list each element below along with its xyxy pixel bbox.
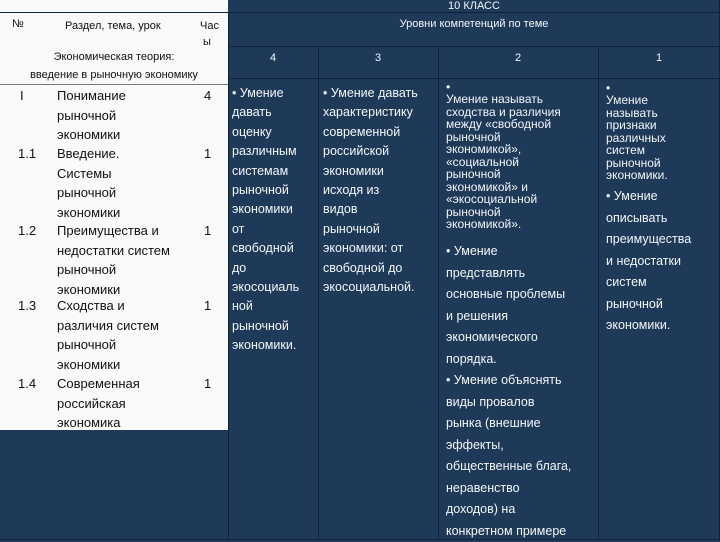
row-hours: 1	[204, 298, 212, 313]
header-hours-line1: Час	[200, 20, 219, 32]
row-title-line: Понимание	[57, 88, 126, 103]
row-number: 1.2	[18, 223, 37, 238]
row-title-line: Системы	[57, 165, 112, 181]
row-number: I	[20, 88, 24, 103]
row-title-line: рыночной	[57, 107, 117, 123]
level-2-competence-text-top: Умение называть сходства и различия между «свободной рыночной экономикой», «социальной рыночной экономикой» и «экосоциальной рыночной экономикой».	[446, 92, 561, 231]
grid-line	[0, 12, 720, 13]
row-title-line: рыночной	[57, 262, 117, 277]
level-4-competence-text: • Умение давать оценку различным системам рыночной экономики от свободной до экосоциаль ной рыночной экономики.	[232, 86, 300, 353]
row-title-line: рыночной	[57, 185, 117, 200]
grid-line	[438, 46, 439, 540]
level-2-bullet: •	[446, 80, 451, 94]
row-title-line: экономика	[57, 415, 121, 430]
level-2-competence-text-bottom: • Умение представлять основные проблемы и решения экономического порядка. • Умение объяснять виды провалов рынка (внешние эффекты, общественные блага, неравенство доходов) на конкретном примере	[446, 244, 572, 538]
level-1-competence-text-top: Умение называть признаки различных систем рыночной экономики.	[606, 93, 668, 182]
grid-line	[598, 46, 599, 540]
header-number: №	[12, 18, 24, 30]
row-title-line: экономики	[57, 127, 121, 142]
row-title-line: Сходства и	[57, 298, 125, 313]
row-number: 1.4	[18, 376, 37, 391]
level-1-bullet: •	[606, 81, 611, 95]
row-number: 1.1	[18, 146, 37, 161]
grid-line	[228, 46, 720, 47]
grid-line	[0, 84, 228, 85]
level-2-header: 2	[514, 52, 522, 64]
row-title-line: Преимущества и	[57, 223, 159, 238]
row-title-line: Введение.	[57, 146, 120, 161]
row-number: 1.3	[18, 298, 37, 313]
row-hours: 4	[204, 88, 212, 103]
level-4-header: 4	[269, 52, 277, 64]
competence-header: Уровни компетенций по теме	[399, 18, 549, 30]
row-title-line: российская	[57, 395, 126, 411]
level-1-header: 1	[655, 52, 663, 64]
row-title-line: недостатки систем	[57, 242, 170, 258]
level-3-header: 3	[374, 52, 382, 64]
level-3-competence-text: • Умение давать характеристику современной российской экономики исходя из видов рыночной экономики: от свободной до экосоциальной.	[323, 86, 418, 295]
row-title-line: экономики	[57, 356, 121, 372]
row-title-line: экономики	[57, 204, 121, 220]
grid-line	[228, 78, 720, 79]
class-title: 10 КЛАСС	[448, 0, 500, 12]
row-title-line: различия систем	[57, 317, 159, 333]
grid-line	[228, 12, 229, 540]
section-heading-line2: введение в рыночную экономику	[30, 69, 198, 81]
header-section: Раздел, тема, урок	[65, 20, 161, 32]
row-hours: 1	[204, 146, 212, 161]
grid-line	[318, 46, 319, 540]
row-title-line: Современная	[57, 376, 140, 391]
row-hours: 1	[204, 376, 212, 391]
row-title-line: рыночной	[57, 337, 117, 352]
row-hours: 1	[204, 223, 212, 238]
section-heading-line1: Экономическая теория:	[53, 51, 175, 63]
level-1-competence-text-bottom: • Умение описывать преимущества и недостатки систем рыночной экономики.	[606, 189, 692, 332]
header-hours-line2: ы	[203, 36, 211, 48]
row-title-line: экономики	[57, 281, 121, 297]
